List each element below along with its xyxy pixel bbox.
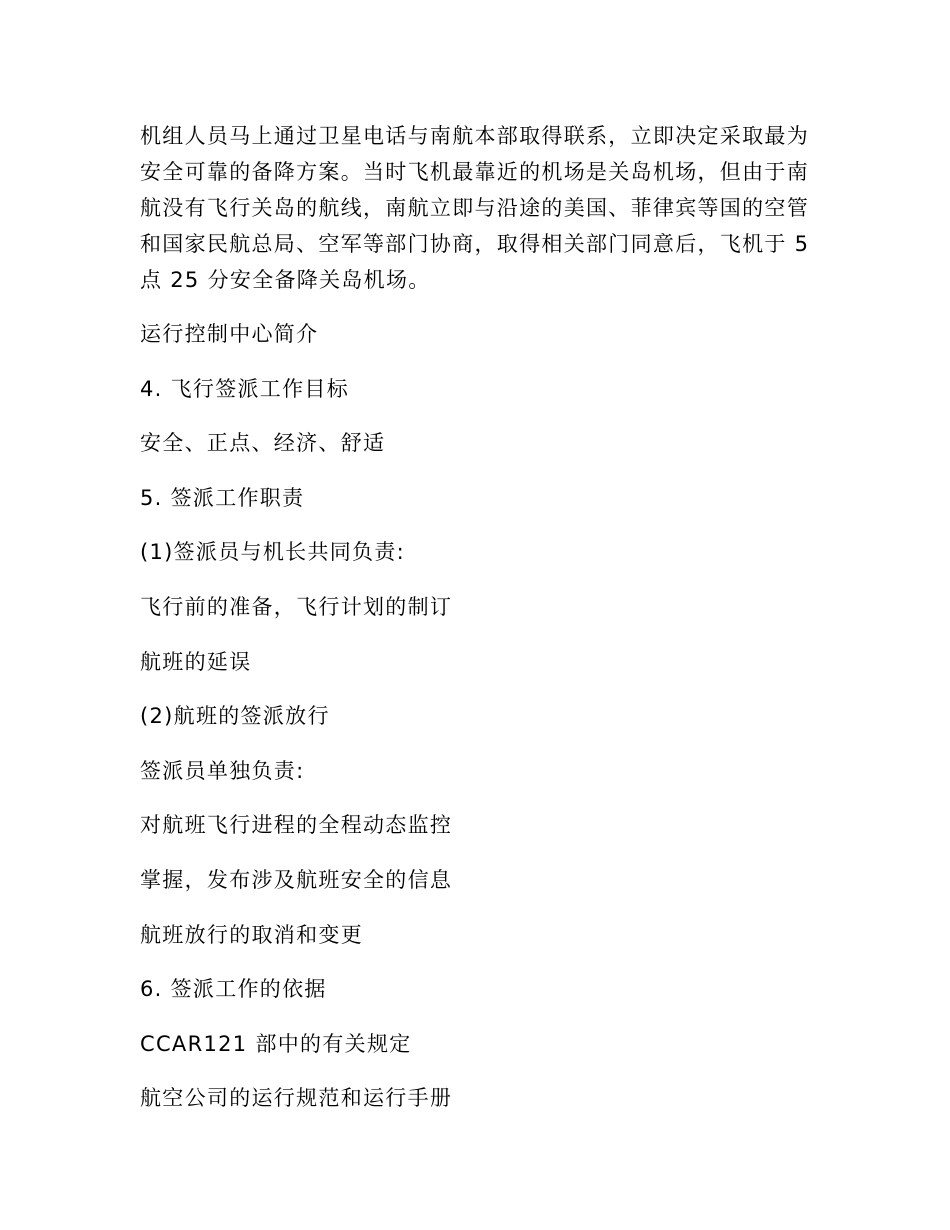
text-line: 签派员单独负责: <box>140 758 305 783</box>
subsection-heading: (1)签派员与机长共同负责: <box>140 540 406 565</box>
text-line: 航班放行的取消和变更 <box>140 922 363 947</box>
text-line: 航班的延误 <box>140 649 252 674</box>
subsection-heading: (2)航班的签派放行 <box>140 704 330 729</box>
section-heading: 4. 飞行签派工作目标 <box>140 376 350 401</box>
text-line: CCAR121 部中的有关规定 <box>140 1031 412 1056</box>
text-line: 对航班飞行进程的全程动态监控 <box>140 813 453 838</box>
text-line: 航空公司的运行规范和运行手册 <box>140 1086 453 1111</box>
section-heading: 6. 签派工作的依据 <box>140 977 327 1002</box>
text-line: 安全、正点、经济、舒适 <box>140 431 386 456</box>
document-body <box>140 118 810 1135</box>
intro-paragraph: 机组人员马上通过卫星电话与南航本部取得联系，立即决定采取最为安全可靠的备降方案。当时飞机最靠近的机场是关岛机场，但由于南航没有飞行关岛的航线，南航立即与沿途的美国、菲律宾等国的空管和国家民航总局、空军等部门协商，取得相关部门同意后，飞机于 5 点 25 分安全备降关岛机场。 <box>140 124 810 292</box>
text-line: 飞行前的准备，飞行计划的制订 <box>140 594 453 619</box>
section-heading: 运行控制中心简介 <box>140 322 319 346</box>
text-line: 掌握，发布涉及航班安全的信息 <box>140 867 453 892</box>
section-heading: 5. 签派工作职责 <box>140 485 305 510</box>
